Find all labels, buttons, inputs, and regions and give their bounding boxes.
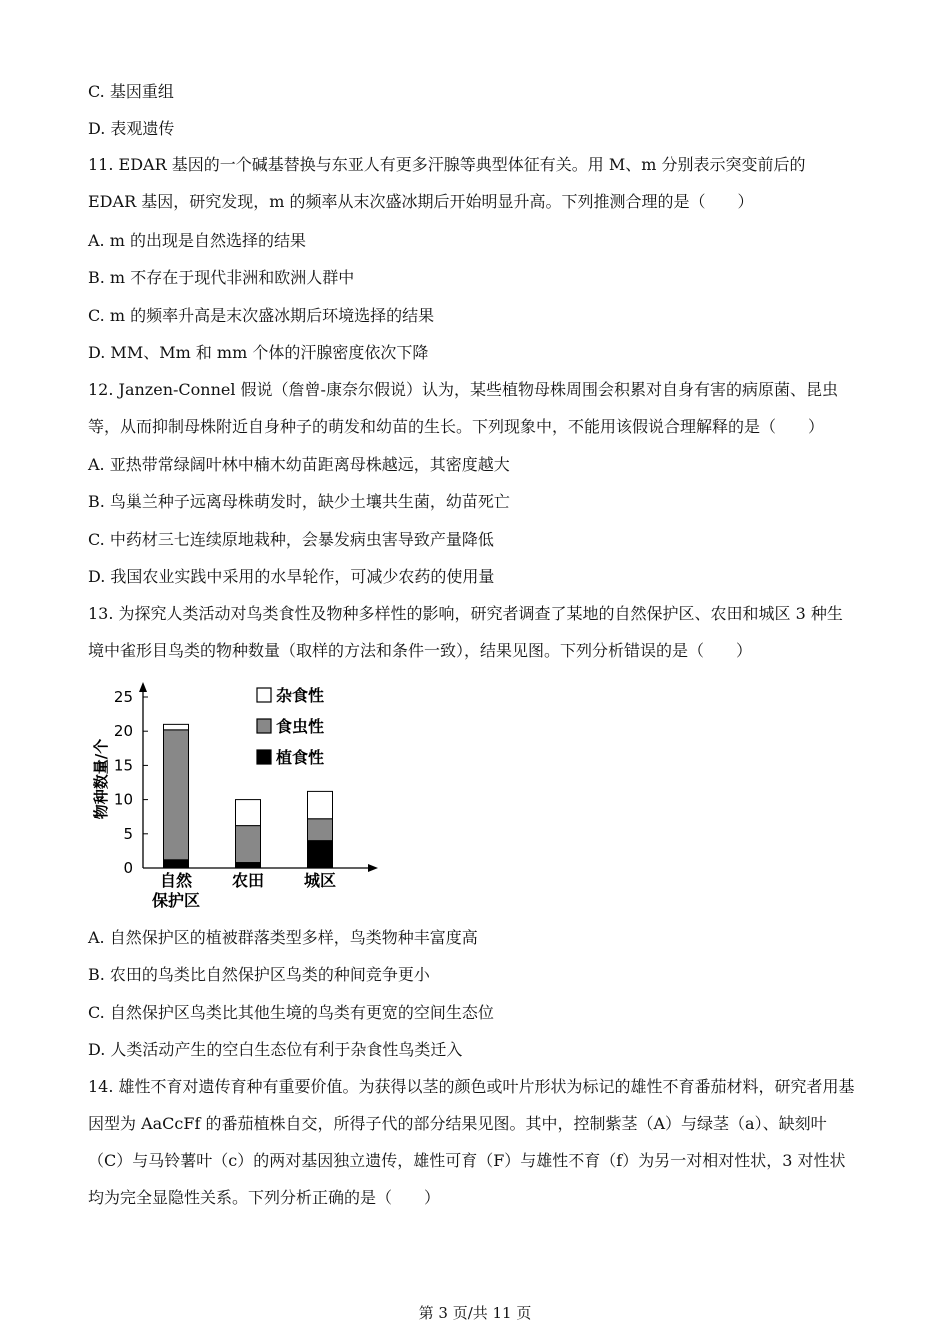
bar-chart (88, 676, 388, 916)
q13-option-d: D. 人类活动产生的空白生态位有利于杂食性鸟类迁入 (88, 1040, 463, 1059)
q11-option-c: C. m 的频率升高是末次盛冰期后环境选择的结果 (88, 306, 435, 325)
bar-食虫性-城区 (308, 819, 333, 841)
x-tick-label: 保护区 (151, 891, 201, 910)
q11-option-b: B. m 不存在于现代非洲和欧洲人群中 (88, 268, 355, 287)
q13-option-b: B. 农田的鸟类比自然保护区鸟类的种间竞争更小 (88, 965, 430, 984)
bar-杂食性-自然保护区 (164, 724, 189, 729)
legend-label: 杂食性 (276, 686, 325, 705)
legend-label: 食虫性 (276, 717, 325, 736)
q12-option-a: A. 亚热带常绿阔叶林中楠木幼苗距离母株越远，其密度越大 (88, 455, 510, 474)
x-axis-arrow (368, 864, 378, 872)
y-tick-label: 15 (113, 756, 133, 775)
y-tick-label: 20 (113, 722, 133, 741)
q11-stem: 11. EDAR 基因的一个碱基替换与东亚人有更多汗腺等典型体征有关。用 M、m 分别表示突变前后的 EDAR 基因，研究发现，m 的频率从末次盛冰期后开始明显升高。下列推测合理的是（ ） (88, 155, 806, 211)
y-tick-label: 5 (123, 824, 133, 843)
y-tick-label: 0 (123, 859, 133, 877)
q12-option-c: C. 中药材三七连续原地栽种，会暴发病虫害导致产量降低 (88, 530, 494, 549)
q13-stem: 13. 为探究人类活动对鸟类食性及物种多样性的影响，研究者调查了某地的自然保护区、农田和城区 3 种生境中雀形目鸟类的物种数量（取样的方法和条件一致），结果见图。下列分析错误的是（ ） (88, 604, 843, 660)
legend-swatch (257, 719, 271, 733)
legend-label: 植食性 (276, 748, 325, 767)
x-tick-label: 自然 (159, 871, 193, 890)
q12-stem: 12. Janzen-Connel 假说（詹曾-康奈尔假说）认为，某些植物母株周围会积累对自身有害的病原菌、昆虫等，从而抑制母株附近自身种子的萌发和幼苗的生长。下列现象中，不能用该假说合理解释的是（ ） (88, 380, 838, 436)
x-tick-label: 城区 (303, 871, 337, 890)
bar-植食性-自然保护区 (164, 860, 189, 868)
q13-option-c: C. 自然保护区鸟类比其他生境的鸟类有更宽的空间生态位 (88, 1003, 494, 1022)
y-tick-label: 25 (113, 688, 133, 706)
bar-食虫性-自然保护区 (164, 730, 189, 860)
q12-option-b: B. 鸟巢兰种子远离母株萌发时，缺少土壤共生菌，幼苗死亡 (88, 492, 510, 511)
q11-option-d: D. MM、Mm 和 mm 个体的汗腺密度依次下降 (88, 343, 429, 362)
q14-stem: 14. 雄性不育对遗传育种有重要价值。为获得以茎的颜色或叶片形状为标记的雄性不育番茄材料，研究者用基因型为 AaCcFf 的番茄植株自交，所得子代的部分结果见图。其中，控制紫茎（A）与绿茎（a）、缺刻叶（C）与马铃薯叶（c）的两对基因独立遗传，雄性可育（F）与雄性不育（f）为另一对相对性状，3 对性状均为完全显隐性关系。下列分析正确的是（ ） (88, 1077, 855, 1207)
bar-植食性-城区 (308, 841, 333, 868)
q10-option-c: C. 基因重组 (88, 82, 174, 101)
y-axis-label: 物种数量/个 (92, 738, 110, 820)
legend-swatch (257, 688, 271, 702)
bar-植食性-农田 (236, 863, 261, 868)
bar-食虫性-农田 (236, 826, 261, 863)
q11-option-a: A. m 的出现是自然选择的结果 (88, 231, 306, 250)
x-tick-label: 农田 (231, 871, 265, 890)
q13-option-a: A. 自然保护区的植被群落类型多样，鸟类物种丰富度高 (88, 928, 478, 947)
page-footer: 第 3 页/共 11 页 (418, 1304, 532, 1322)
y-axis-arrow (139, 682, 147, 692)
bar-杂食性-城区 (308, 791, 333, 818)
y-tick-label: 10 (113, 790, 133, 809)
q12-option-d: D. 我国农业实践中采用的水旱轮作，可减少农药的使用量 (88, 567, 495, 586)
q10-option-d: D. 表观遗传 (88, 119, 175, 138)
legend-swatch (257, 750, 271, 764)
bar-杂食性-农田 (236, 800, 261, 826)
